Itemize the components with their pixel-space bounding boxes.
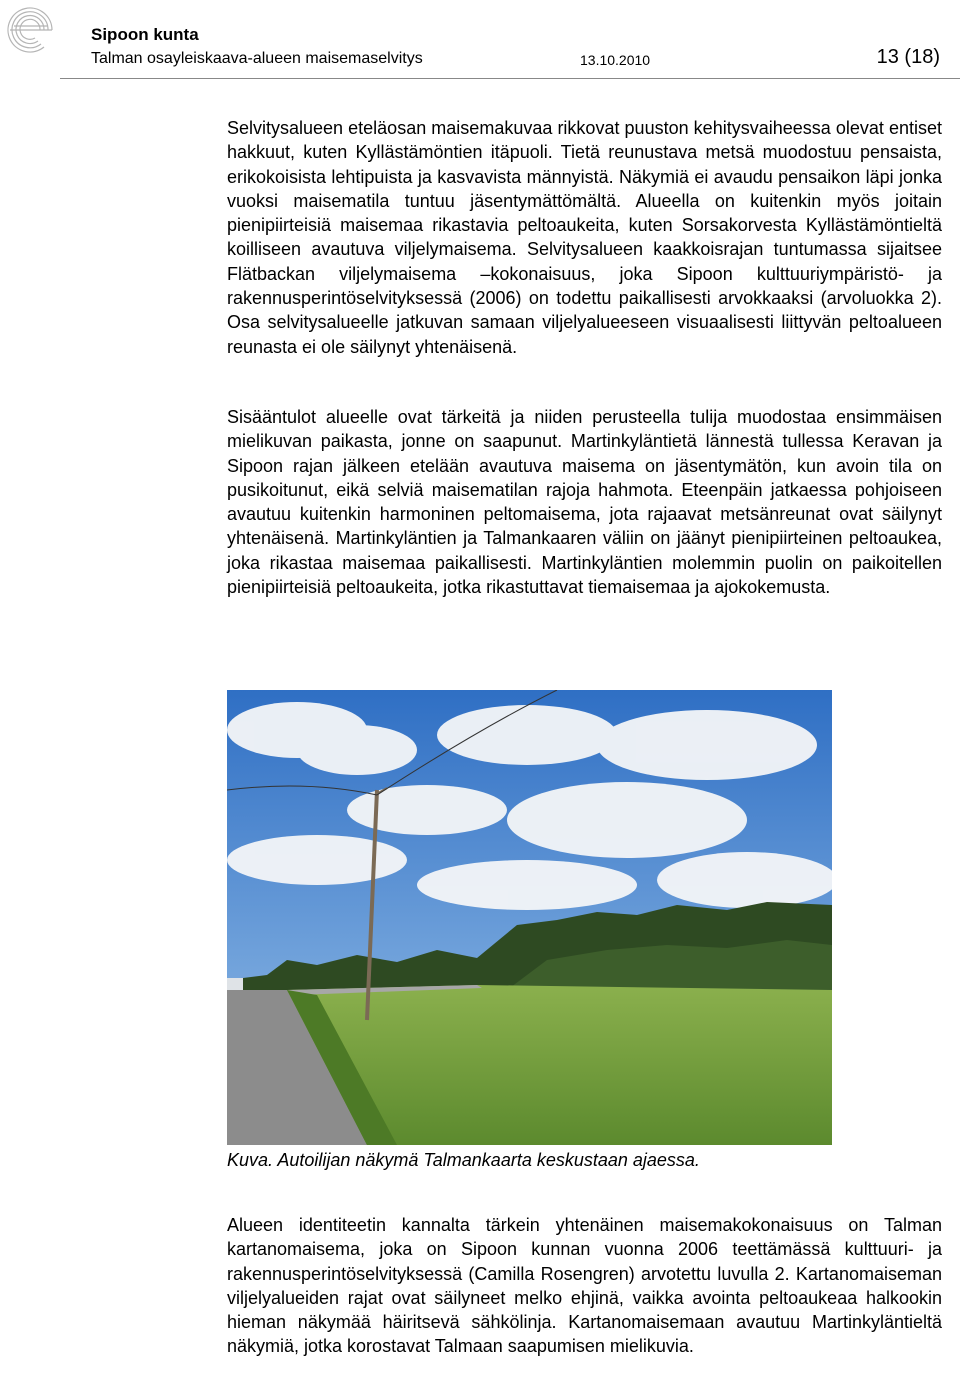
organization-name: Sipoon kunta xyxy=(91,25,199,44)
page-number: 13 (18) xyxy=(876,46,940,68)
document-date: 13.10.2010 xyxy=(580,52,651,68)
photo-caption: Kuva. Autoilijan näkymä Talmankaarta keskustaan ajaessa. xyxy=(227,1150,700,1170)
header-divider xyxy=(60,78,960,79)
landscape-photo-icon xyxy=(227,690,832,1145)
paragraph-2: Sisääntulot alueelle ovat tärkeitä ja niiden perusteella tulija muodostaa ensimmäisen mielikuvan paikasta, jonne on saapunut. Martinkyläntietä lännestä tullessa Keravan ja Sipoon rajan jälkeen etelään avautuva maisema on jäsentymätön, kun avoin tila on pusikoitunut, eikä selviä maisematilan rajoja hahmota. Eteenpäin jatkaessa pohjoiseen avautuu kuitenkin harmoninen peltomaisema, jota rajaavat metsänreunat ovat säilynyt yhtenäisenä. Martinkyläntien ja Talmankaaren väliin on jäänyt pienipiirteinen peltoaukea, joka rikastaa maisemaa paikallisesti. Martinkyläntien molemmin puolin on paikoitellen pienipiirteisiä peltoaukeita, jotka rikastuttavat tiemaisemaa ja ajokokemusta. xyxy=(227,407,942,598)
document-title: Talman osayleiskaava-alueen maisemaselvitys xyxy=(91,50,423,67)
paragraph-1: Selvitysalueen eteläosan maisemakuvaa rikkovat puuston kehitysvaiheessa olevat entiset hakkuut, kuten Kyllästämöntien itäpuoli. Tietä reunustava metsä muodostuu pensaista, erikokoisista lehtipuista ja kasvavista männyistä. Näkymiä ei avaudu pensaikon läpi jonka vuoksi maisematila tuntuu jäsentymättömältä. Alueella on kuitenkin myös joitain pienipiirteisiä maisemaa rikastavia peltoaukeita, kuten Sorsakorvesta Kyllästämöntieltä koilliseen avautuva viljelymaisema. Selvitysalueen kaakkoisrajan tuntumassa sijaitsee Flätbackan viljelymaisema –kokonaisuus, joka Sipoon kulttuuriympäristö- ja rakennusperintöselvityksessä (2006) on todettu paikallisesti arvokkaaksi (arvoluokka 2). Osa selvitysalueelle jatkuvan samaan viljelyalueeseen visuaalisesti liittyvän peltoalueen reunasta ei ole säilynyt yhtenäisenä. xyxy=(227,118,942,357)
sipoo-e-logo-icon xyxy=(0,0,60,60)
paragraph-3: Alueen identiteetin kannalta tärkein yhtenäinen maisemakokonaisuus on Talman kartanomaisema, joka on Sipoon kunnan vuonna 2006 teettämässä kulttuuri- ja rakennusperintöselvityksessä (Camilla Rosengren) arvotettu luvulla 2. Kartanomaiseman viljelyalueiden rajat ovat säilyneet melko ehjinä, vaikka avointa peltoaukeaa halkookin hieman näkymää häiritsevä sähkölinja. Kartanomaisemaan avautuu Martinkyläntieltä näkymiä, jotka korostavat Talmaan saapumisen mielikuvia. xyxy=(227,1215,942,1357)
